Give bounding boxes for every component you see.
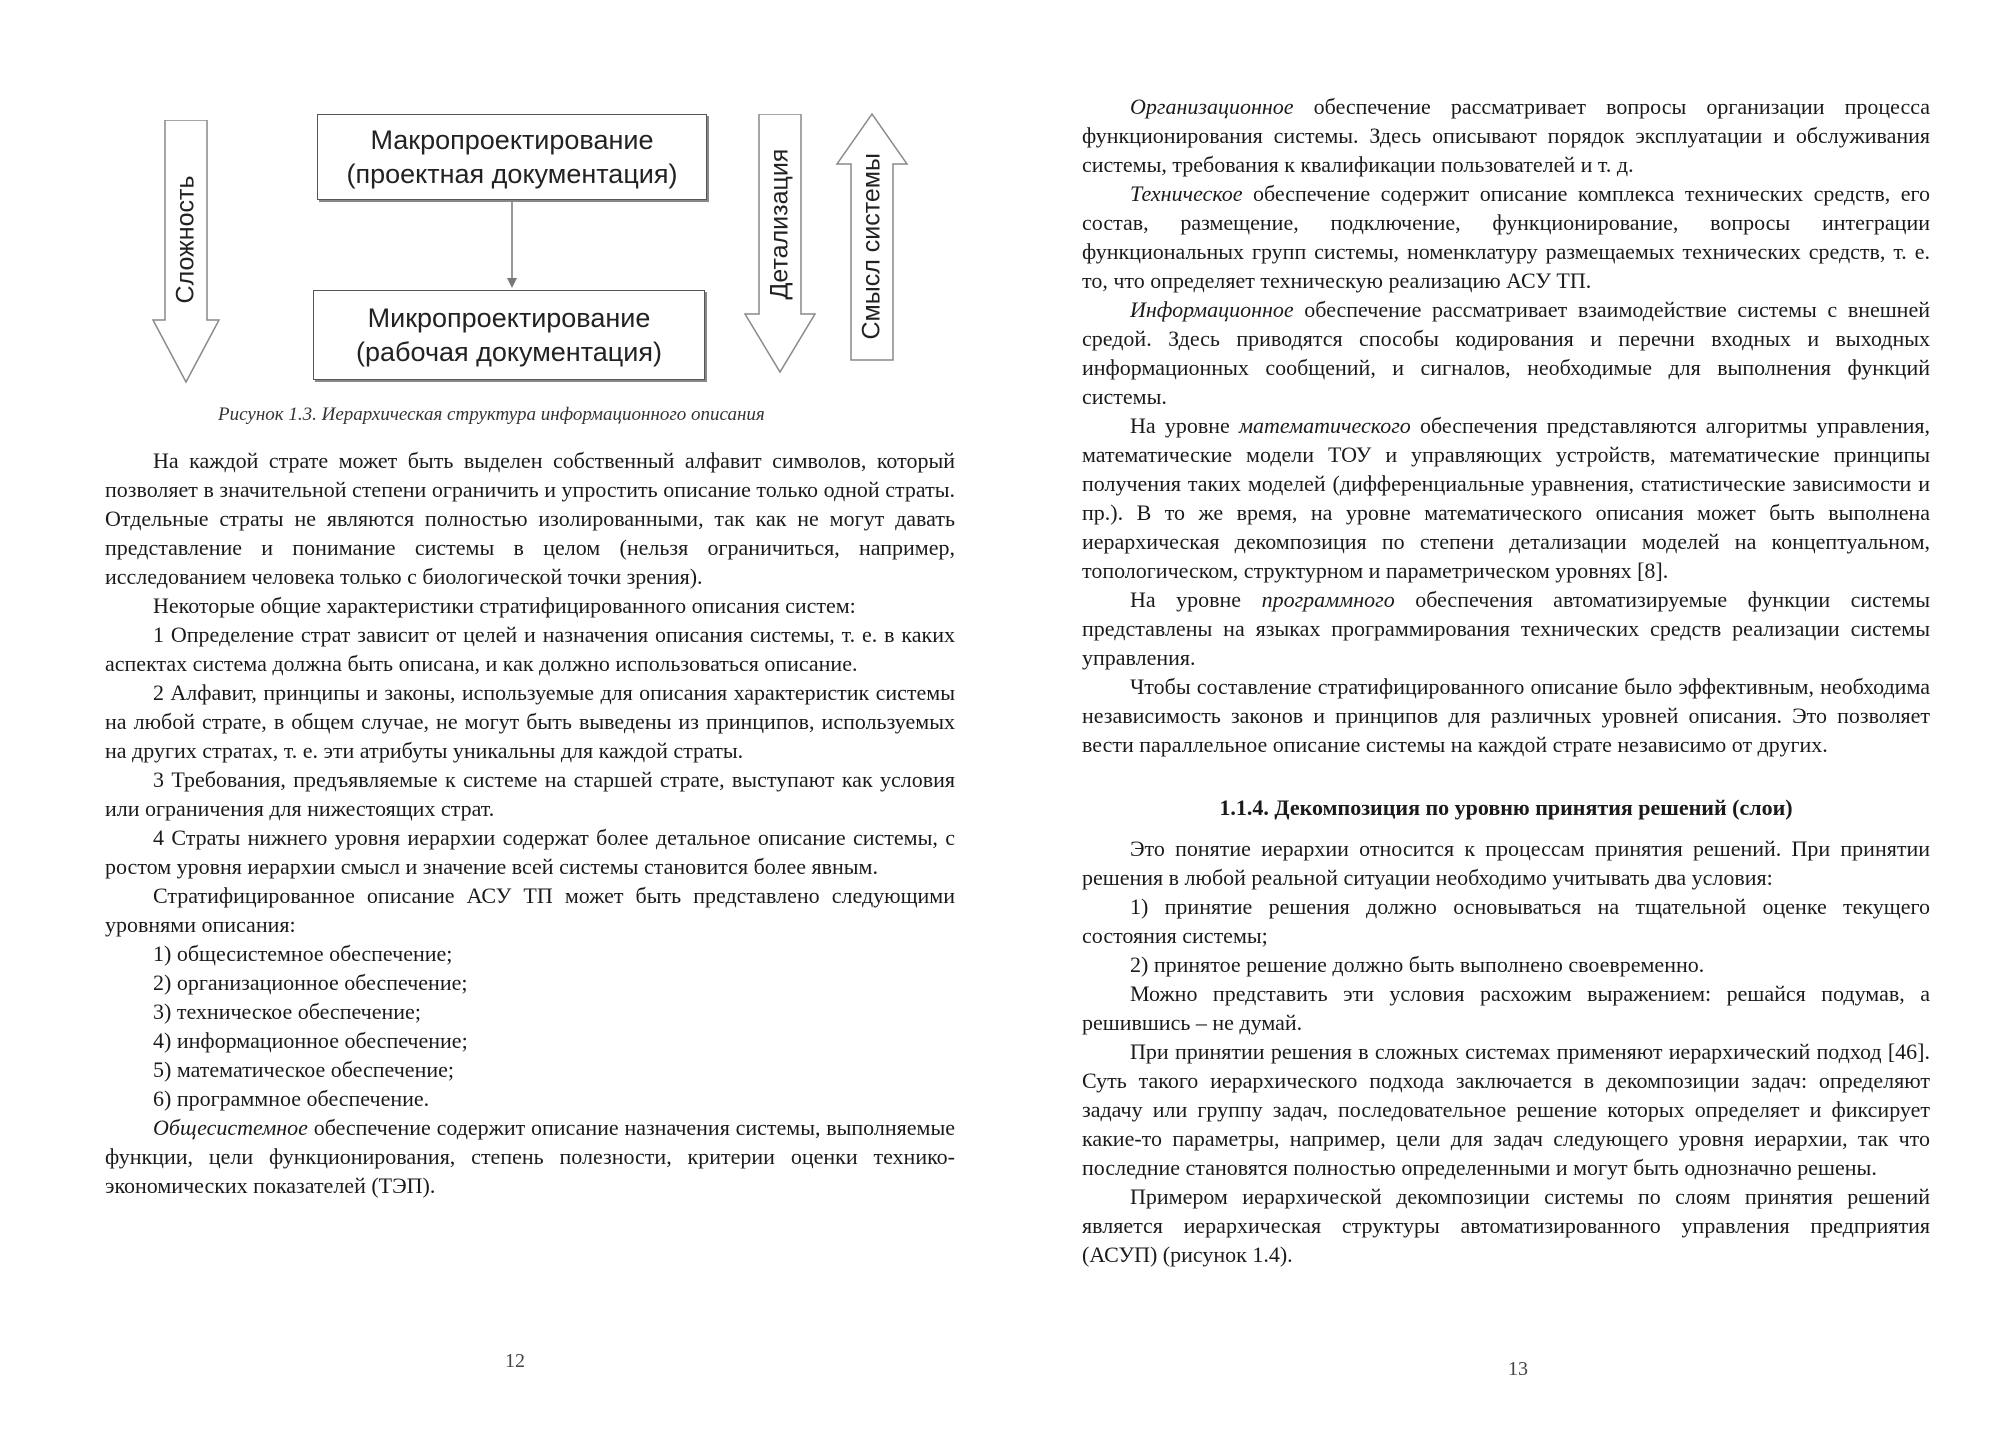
paragraph: При принятии решения в сложных системах применяют иерархический подход [46]. Суть такого иерархического подхода заключается в декомпозиции задач: определяют задачу или группу задач, последовательное решение которых определяет и фиксирует какие-то параметры, например, цели для задач следующего уровня иерархии, так что последние становятся полностью определенными и могут быть однозначно решены.: [1082, 1039, 1930, 1180]
paragraph: [1082, 295, 1930, 411]
page-number: 13: [1508, 1358, 1528, 1380]
paragraph-rest: обеспечения автоматизируемые функции системы представлены на языках программирования технических средств реализации системы управления.: [1082, 587, 1931, 670]
figure-caption: Рисунок 1.3. Иерархическая структура информационного описания: [218, 404, 765, 425]
condition-item: 1) принятие решения должно основываться на тщательной оценке текущего состояния системы;: [1082, 894, 1930, 948]
page-number: 12: [505, 1350, 525, 1372]
list-item: 1) общесистемное обеспечение;: [153, 941, 453, 966]
paragraph: Это понятие иерархии относится к процессам принятия решений. При принятии решения в любой реальной ситуации необходимо учитывать два условия:: [1082, 836, 1930, 890]
paragraph: Некоторые общие характеристики стратифицированного описания систем:: [153, 593, 856, 618]
paragraph-pre: На уровне: [1130, 587, 1262, 612]
list-item: 2) организационное обеспечение;: [153, 970, 468, 995]
italic-term: Общесистемное: [153, 1115, 308, 1140]
paragraph-rest: обеспечение рассматривает вопросы организации процесса функционирования системы. Здесь описывают порядок эксплуатации и обслуживания системы, требования к квалификации пользователей и т. д.: [1082, 94, 1930, 177]
micro-line1: Микропроектирование: [367, 303, 651, 333]
condition-item: 2) принятое решение должно быть выполнено своевременно.: [1130, 952, 1705, 977]
paragraph: [105, 1113, 955, 1200]
paragraph: [1082, 585, 1930, 672]
paragraph-rest: обеспечение рассматривает взаимодействие системы с внешней средой. Здесь приводятся способы кодирования и перечни входных и выходных информационных сообщений, и сигналов, необходимые для выполнения функций системы.: [1082, 297, 1930, 409]
micro-design-box: [313, 290, 705, 380]
macro-line1: Макропроектирование: [370, 125, 654, 155]
italic-term: Организационное: [1130, 94, 1294, 119]
left-body-text: [105, 446, 955, 1200]
paragraph: 4 Страты нижнего уровня иерархии содержат более детальное описание системы, с ростом уровня иерархии смысл и значение всей системы становится более явным.: [105, 825, 955, 879]
section-heading: 1.1.4. Декомпозиция по уровню принятия решений (слои): [1219, 795, 1793, 820]
detail-label: Детализация: [765, 148, 794, 300]
macro-line2: (проектная документация): [346, 159, 678, 189]
right-page: [1000, 0, 2000, 1451]
list-item: 6) программное обеспечение.: [153, 1086, 430, 1111]
meaning-label: Смысл системы: [857, 153, 886, 340]
macro-design-box: [317, 114, 707, 200]
paragraph: [1082, 92, 1930, 179]
paragraph: На каждой страте может быть выделен собственный алфавит символов, который позволяет в значительной степени ограничить и упростить описание только одной страты. Отдельные страты не являются полностью изолированными, так как не могут давать представление и понимание системы в целом (нельзя ограничиться, например, исследованием человека только с биологической точки зрения).: [105, 448, 955, 589]
paragraph: 3 Требования, предъявляемые к системе на старшей страте, выступают как условия или ограничения для нижестоящих страт.: [105, 767, 955, 821]
paragraph: Стратифицированное описание АСУ ТП может быть представлено следующими уровнями описания:: [105, 883, 955, 937]
paragraph: Чтобы составление стратифицированного описание было эффективным, необходима независимость законов и принципов для различных уровней описания. Это позволяет вести параллельное описание системы на каждой страте независимо от других.: [1082, 674, 1930, 757]
paragraph-pre: На уровне: [1130, 413, 1239, 438]
paragraph: [1082, 411, 1930, 585]
right-body-text: [1082, 92, 1930, 1269]
hierarchy-figure: [145, 100, 945, 400]
paragraph: Примером иерархической декомпозиции системы по слоям принятия решений является иерархическая структуры автоматизированного управления предприятия (АСУП) (рисунок 1.4).: [1082, 1184, 1930, 1267]
italic-term: математического: [1238, 413, 1411, 438]
italic-term: Техническое: [1130, 181, 1243, 206]
paragraph: Можно представить эти условия расхожим выражением: решайся подумав, а решившись – не думай.: [1082, 981, 1930, 1035]
italic-term: Информационное: [1130, 297, 1294, 322]
list-item: 5) математическое обеспечение;: [153, 1057, 454, 1082]
list-item: 4) информационное обеспечение;: [153, 1028, 468, 1053]
paragraph: [1082, 179, 1930, 295]
paragraph: 1 Определение страт зависит от целей и назначения описания системы, т. е. в каких аспектах система должна быть описана, и как должно использоваться описание.: [105, 622, 955, 676]
italic-term: программного: [1261, 587, 1395, 612]
paragraph-rest: обеспечения представляются алгоритмы управления, математические модели ТОУ и управляющих устройств, математические принципы получения таких моделей (дифференциальные уравнения, статистические зависимости и пр.). В то же время, на уровне математического описания может быть выполнена иерархическая декомпозиция по степени детализации моделей на концептуальном, топологическом, структурном и параметрическом уровнях [8].: [1082, 413, 1931, 583]
list-item: 3) техническое обеспечение;: [153, 999, 421, 1024]
paragraph: 2 Алфавит, принципы и законы, используемые для описания характеристик системы на любой страте, в общем случае, не могут быть выведены из принципов, используемых на других стратах, т. е. эти атрибуты уникальны для каждой страты.: [105, 680, 955, 763]
paragraph-rest: обеспечение содержит описание назначения системы, выполняемые функции, цели функционирования, степень полезности, критерии оценки технико-экономических показателей (ТЭП).: [105, 1115, 955, 1198]
paragraph-rest: обеспечение содержит описание комплекса технических средств, его состав, размещение, подключение, функционирование, вопросы интеграции функциональных групп системы, номенклатуру размещаемых технических средств, т. е. то, что определяет техническую реализацию АСУ ТП.: [1082, 181, 1930, 293]
micro-line2: (рабочая документация): [356, 337, 662, 367]
complexity-label: Сложность: [171, 175, 200, 304]
